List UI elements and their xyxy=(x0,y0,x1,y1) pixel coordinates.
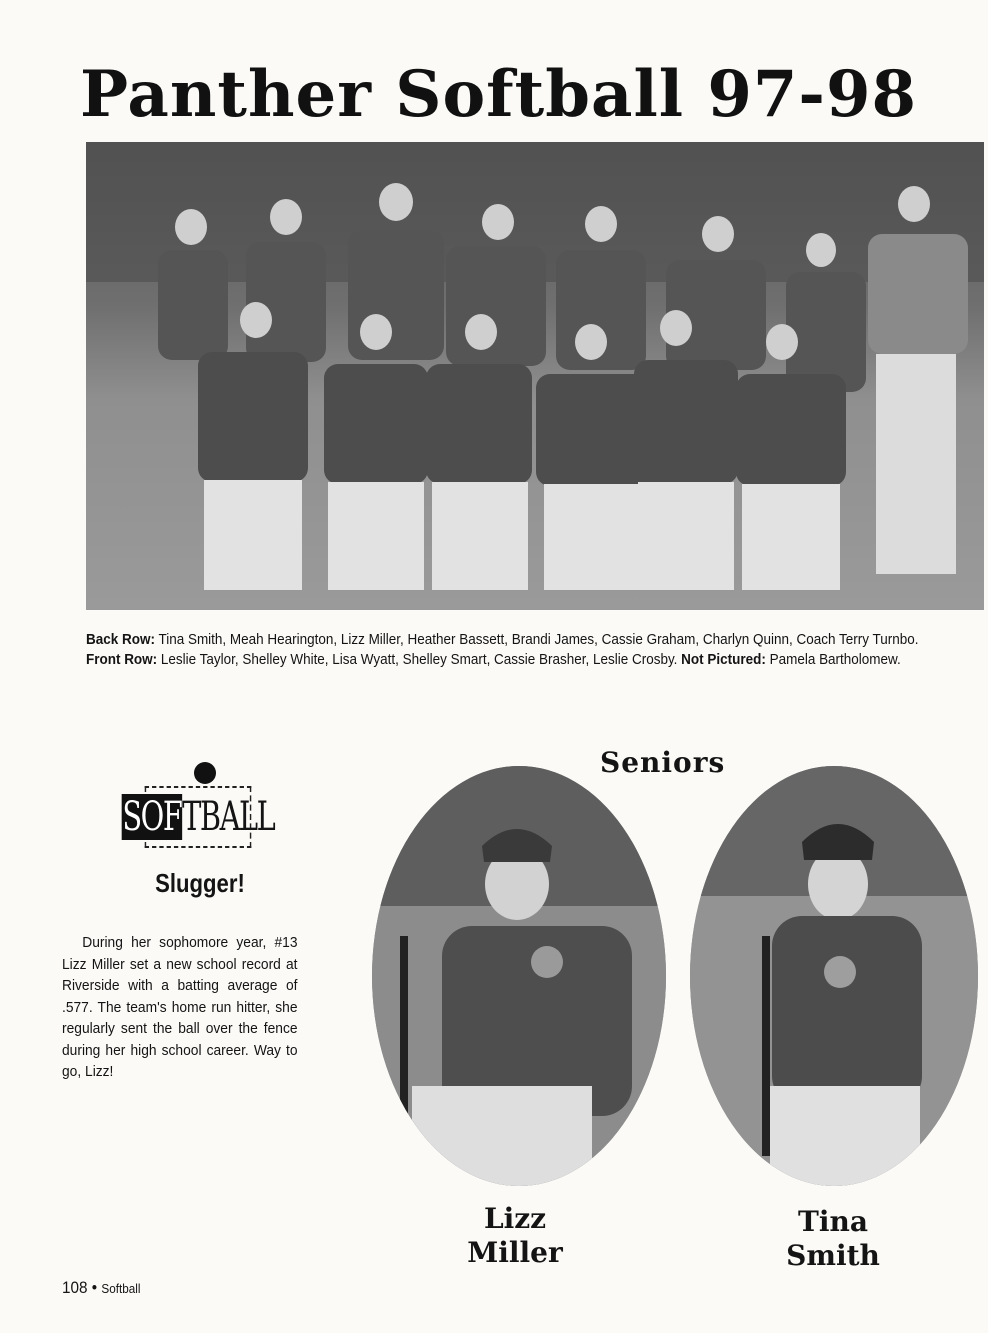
sidebar-heading: Slugger! xyxy=(155,868,245,898)
senior-last-name: Miller xyxy=(467,1236,563,1269)
senior-name-tina-smith xyxy=(748,1205,918,1273)
page-footer xyxy=(62,1278,140,1298)
page-title: Panther Softball 97-98 xyxy=(80,57,918,132)
senior-first-name: Lizz xyxy=(483,1202,547,1235)
softball-logo-text xyxy=(122,786,275,848)
not-pictured-names: Pamela Bartholomew. xyxy=(769,652,901,668)
back-row-label: Back Row: xyxy=(86,632,155,648)
softball-icon xyxy=(194,762,216,784)
footer-section: Softball xyxy=(101,1281,141,1296)
front-row-label: Front Row: xyxy=(86,652,158,668)
seniors-heading: Seniors xyxy=(600,746,726,779)
sidebar-body: During her sophomore year, #13 Lizz Miller set a new school record at Riverside with a batting average of .577. The team's home run hitter, she regularly sent the ball over the fence during her high school career. Way to go, Lizz! xyxy=(62,934,298,1080)
senior-last-name: Smith xyxy=(786,1239,880,1272)
logo-text-rest: TBALL xyxy=(182,794,275,840)
not-pictured-label: Not Pictured: xyxy=(681,652,766,668)
senior-name-lizz-miller xyxy=(430,1202,600,1270)
logo-text-highlight: SOF xyxy=(122,794,182,840)
senior-photo-lizz-miller xyxy=(372,766,666,1186)
senior-photo-tina-smith xyxy=(690,766,978,1186)
senior-first-name: Tina xyxy=(798,1205,868,1238)
back-row-names: Tina Smith, Meah Hearington, Lizz Miller, Heather Bassett, Brandi James, Cassie Graham, Charlyn Quinn, Coach Terry Turnbo. xyxy=(158,632,919,648)
page-number: 108 xyxy=(62,1278,88,1297)
team-photo xyxy=(86,142,984,610)
front-row-names: Leslie Taylor, Shelley White, Lisa Wyatt, Shelley Smart, Cassie Brasher, Leslie Crosby. xyxy=(160,652,678,668)
softball-logo xyxy=(124,762,274,854)
photo-caption xyxy=(86,630,919,670)
footer-bullet: • xyxy=(91,1278,98,1297)
